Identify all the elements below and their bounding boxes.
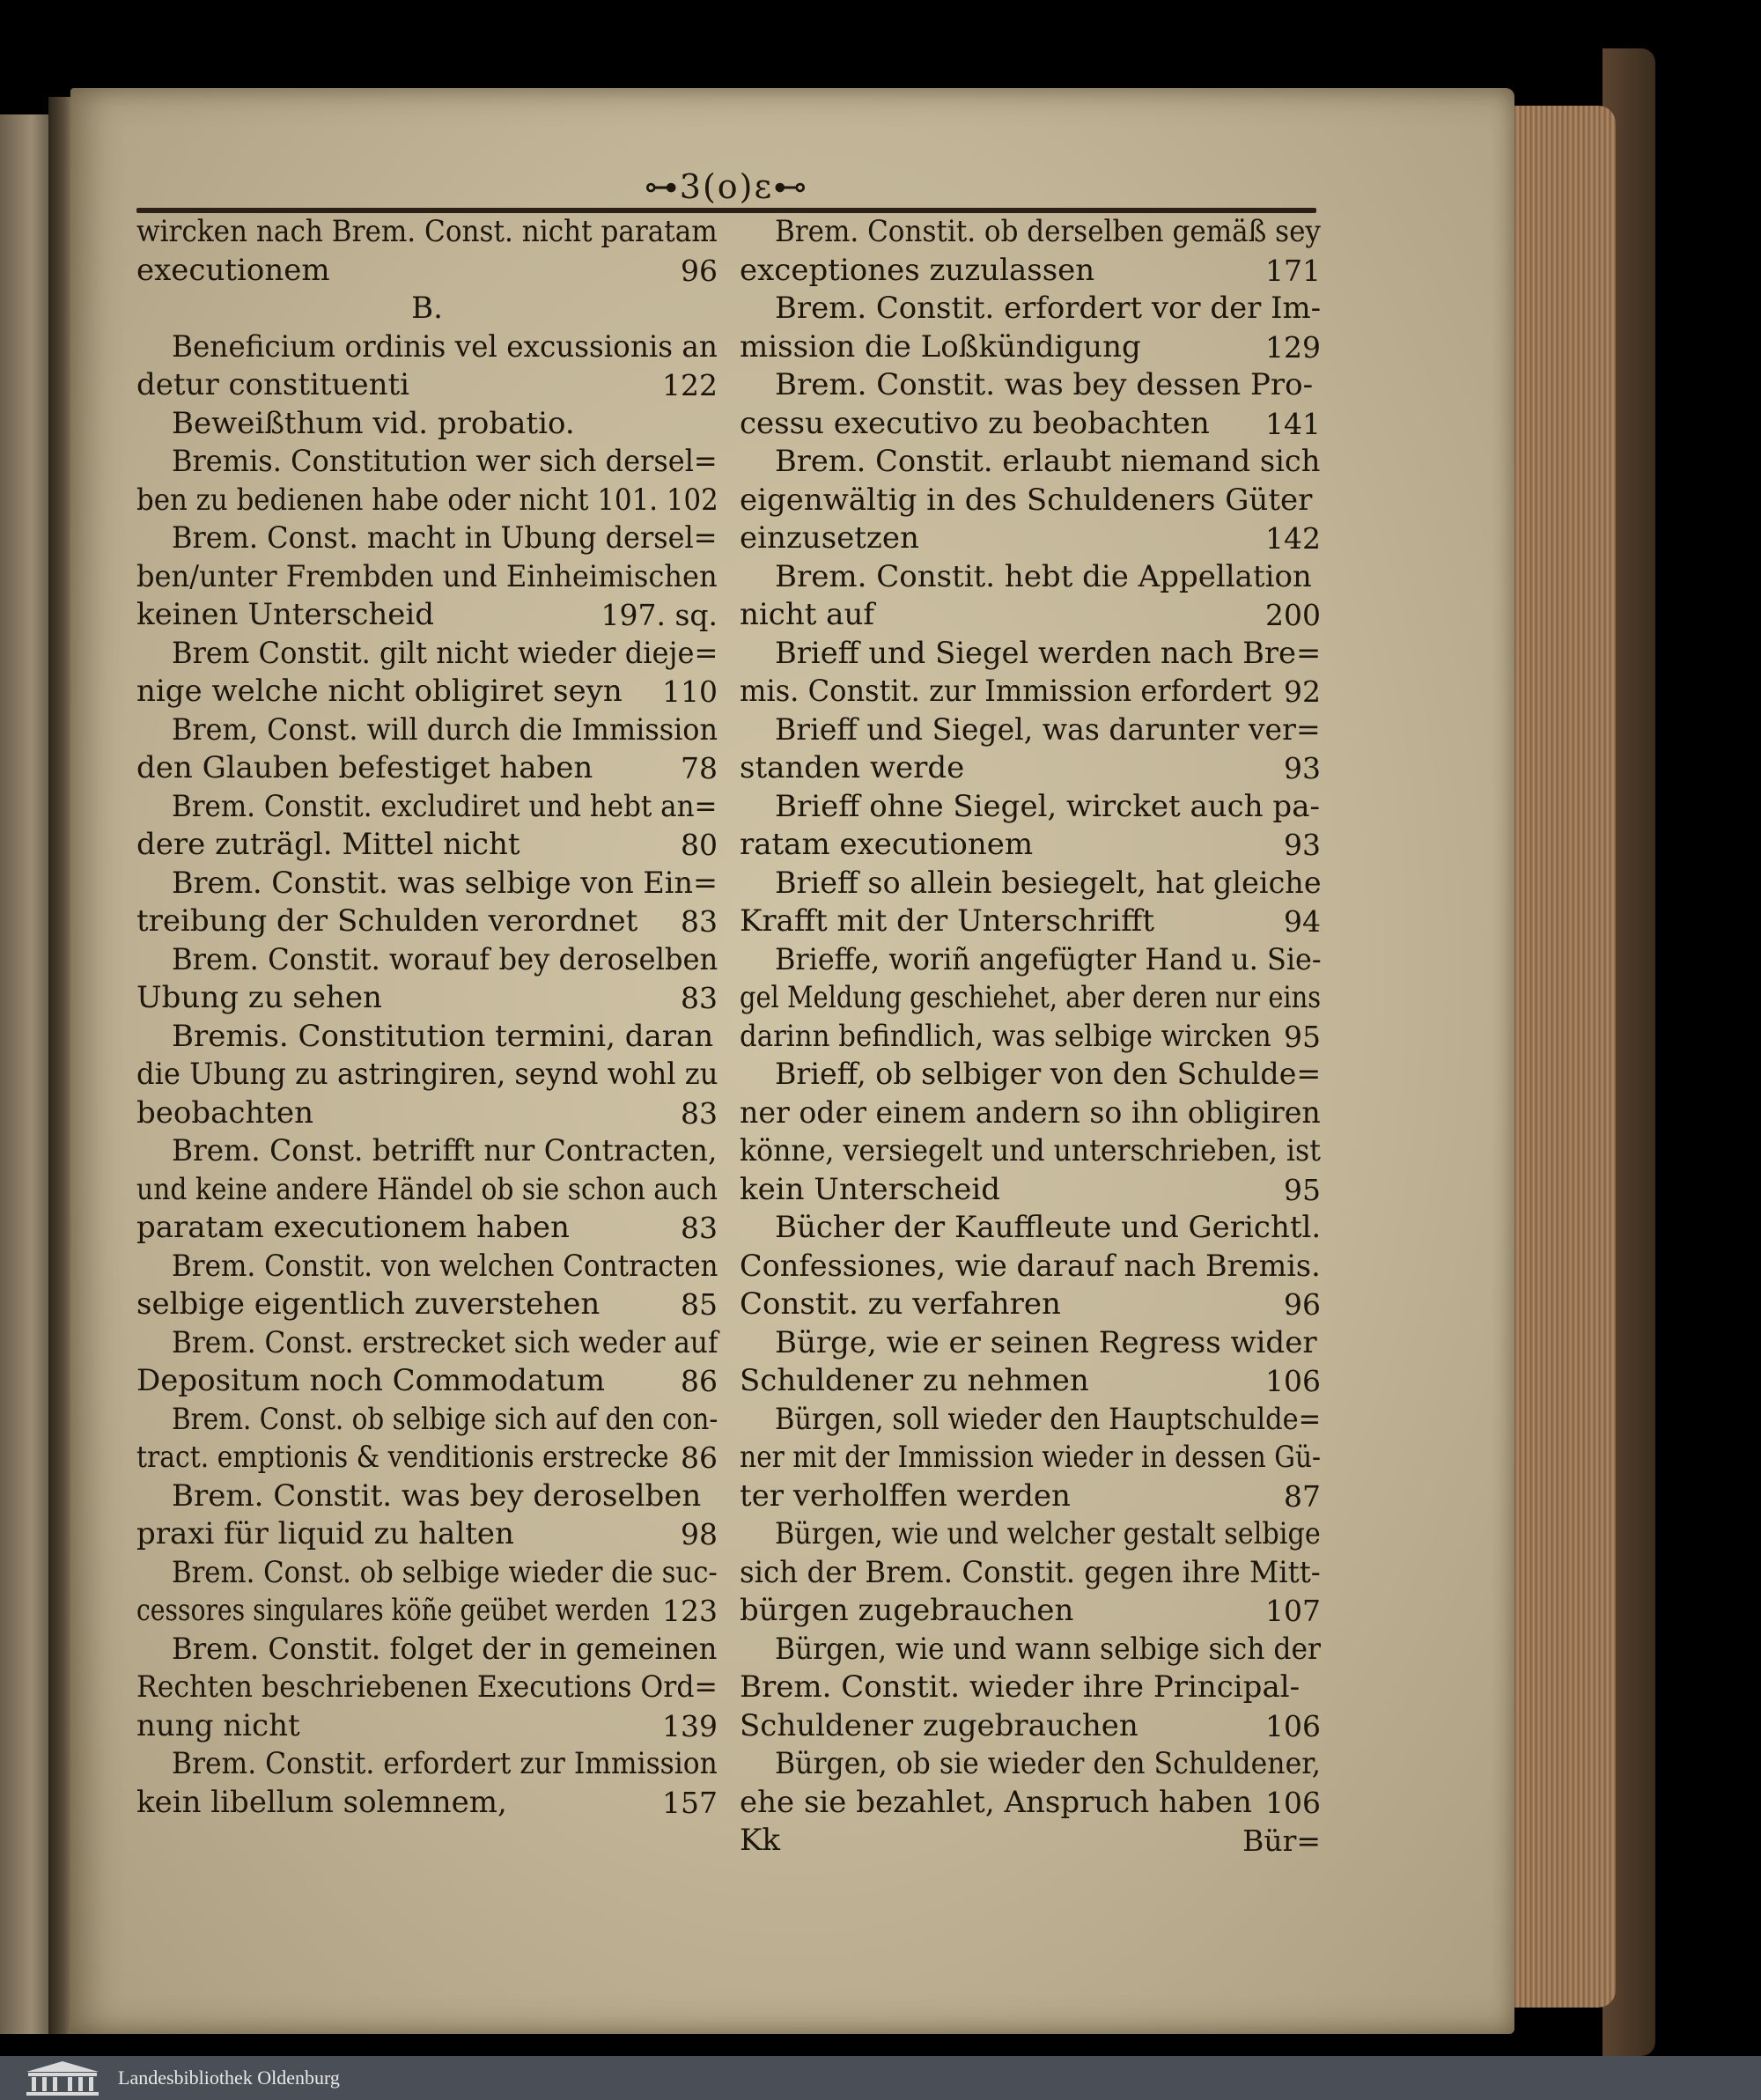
index-entry-text: ehe sie bezahlet, Anspruch haben xyxy=(740,1784,1252,1820)
page-reference: 83 xyxy=(681,981,718,1015)
index-entry-text: nige welche nicht obligiret seyn xyxy=(136,674,623,709)
page-reference: 157 xyxy=(662,1785,718,1820)
index-entry-line xyxy=(136,1209,718,1248)
index-entry-text: Schuldener zugebrauchen xyxy=(740,1707,1138,1743)
index-column-left xyxy=(136,213,718,1822)
index-entry-text: standen werde xyxy=(740,750,965,785)
index-entry-text: Brem. Constit. excludiret und hebt an= xyxy=(172,788,718,824)
index-entry-text: Brem. Constit. von welchen Contracten xyxy=(172,1248,718,1284)
page-reference: 94 xyxy=(1284,904,1321,939)
index-entry-text: Brem Constit. gilt nicht wieder dieje= xyxy=(172,635,718,671)
index-entry-line xyxy=(740,1784,1321,1823)
index-entry-line xyxy=(740,865,1321,903)
page-reference: 110 xyxy=(662,674,718,709)
page-reference: 86 xyxy=(681,1364,718,1398)
index-entry-text: Brem. Constit. was selbige von Ein= xyxy=(172,865,718,901)
index-entry-line xyxy=(136,443,718,482)
page-reference: 129 xyxy=(1265,329,1321,365)
index-entry-text: bürgen zugebrauchen xyxy=(740,1593,1074,1628)
index-entry-text: Brem. Constit. erfordert vor der Im- xyxy=(775,291,1322,326)
index-entry-text: eigenwältig in des Schuldeners Güter xyxy=(740,482,1313,518)
index-entry-text: Brieff so allein besiegelt, hat gleiche xyxy=(775,865,1322,901)
index-entry-text: sich der Brem. Constit. gegen ihre Mitt- xyxy=(740,1554,1321,1590)
index-entry-text: und keine andere Händel ob sie schon auch xyxy=(136,1171,718,1207)
index-entry-text: Bürge, wie er seinen Regress wider xyxy=(775,1324,1317,1360)
index-entry-line xyxy=(136,941,718,980)
page-reference: 78 xyxy=(681,751,718,785)
index-entry-line xyxy=(740,1171,1321,1210)
index-entry-line xyxy=(136,711,718,750)
page-header-ornament: ⊶3(o)ε⊷ xyxy=(644,167,809,206)
index-entry-line xyxy=(136,366,718,405)
page-reference: 83 xyxy=(681,904,718,939)
index-column-right xyxy=(740,213,1321,1861)
index-entry-line xyxy=(740,1554,1321,1593)
index-entry-line xyxy=(740,1707,1321,1746)
index-entry-line xyxy=(136,1631,718,1669)
index-entry-line xyxy=(136,979,718,1018)
index-entry-text: Brem. Constit. ob derselben gemäß sey xyxy=(775,214,1321,249)
index-entry-text: Confessiones, wie darauf nach Bremis. xyxy=(740,1248,1321,1284)
index-entry-line xyxy=(136,482,718,520)
index-entry-text: gel Meldung geschiehet, aber deren nur eins xyxy=(740,980,1322,1015)
page-reference: 171 xyxy=(1265,253,1321,288)
index-entry-line xyxy=(740,366,1321,405)
index-entry-line xyxy=(740,673,1321,711)
index-entry-text: tract. emptionis & venditionis erstrecke xyxy=(136,1440,669,1475)
index-entry-line xyxy=(740,1286,1321,1324)
index-entry-text: könne, versiegelt und unterschrieben, ist xyxy=(740,1133,1321,1168)
page-reference: 80 xyxy=(681,828,718,862)
page-reference: 83 xyxy=(681,1211,718,1245)
index-entry-line xyxy=(136,1477,718,1516)
index-entry-line xyxy=(136,328,718,367)
index-entry-text: Brieffe, woriñ angefügter Hand u. Sie- xyxy=(775,941,1322,977)
index-entry-line xyxy=(136,1669,718,1707)
index-entry-line xyxy=(740,903,1321,941)
index-entry-line xyxy=(740,1248,1321,1286)
index-entry-line xyxy=(136,1324,718,1363)
page-reference: 92 xyxy=(1284,674,1321,709)
index-entry-text: ben zu bedienen habe oder nicht 101. 102 xyxy=(136,482,718,518)
index-entry-text: executionem xyxy=(136,252,330,288)
index-entry-line xyxy=(740,1592,1321,1631)
page-reference: 107 xyxy=(1265,1594,1321,1628)
index-entry-line xyxy=(136,596,718,635)
index-entry-text: Brem. Constit. wieder ihre Principal- xyxy=(740,1669,1300,1705)
index-entry-line xyxy=(740,826,1321,865)
index-entry-line xyxy=(740,1209,1321,1248)
page-reference: 95 xyxy=(1284,1172,1321,1207)
page-reference: 93 xyxy=(1284,828,1321,862)
index-entry-text: praxi für liquid zu halten xyxy=(136,1516,514,1551)
index-entry-text: die Ubung zu astringiren, seynd wohl zu xyxy=(136,1057,718,1092)
index-entry-text: Rechten beschriebenen Executions Ord= xyxy=(136,1669,718,1705)
page-reference: 96 xyxy=(1284,1287,1321,1322)
index-entry-text: ratam executionem xyxy=(740,827,1034,862)
index-entry-line xyxy=(740,1094,1321,1133)
index-entry-line xyxy=(740,1631,1321,1669)
index-entry-line xyxy=(136,1018,718,1057)
index-entry-line xyxy=(136,635,718,674)
index-entry-text: cessores singulares köñe geübet werden xyxy=(136,1593,650,1628)
index-entry-line xyxy=(740,252,1321,291)
index-entry-text: detur constituenti xyxy=(136,367,410,402)
index-entry-line xyxy=(136,1784,718,1823)
index-entry-text: Brem. Constit. was bey dessen Pro- xyxy=(775,367,1314,402)
index-entry-line xyxy=(136,558,718,597)
page-reference: 86 xyxy=(681,1441,718,1475)
page-reference: 96 xyxy=(681,253,718,288)
index-entry-text: Brem. Constit. folget der in gemeinen xyxy=(172,1631,718,1667)
index-entry-line xyxy=(136,213,718,252)
index-entry-line xyxy=(740,596,1321,635)
index-entry-line xyxy=(136,1401,718,1440)
page-reference: 200 xyxy=(1265,598,1321,632)
index-entry-line xyxy=(740,443,1321,482)
page-reference: 122 xyxy=(662,368,718,402)
library-name: Landesbibliothek Oldenburg xyxy=(118,2067,340,2089)
index-entry-text: Brem. Constit. worauf bey deroselben xyxy=(172,941,718,977)
index-entry-text: exceptiones zuzulassen xyxy=(740,252,1095,288)
index-entry-text: Brieff, ob selbiger von den Schulde= xyxy=(775,1057,1322,1092)
index-entry-text: Brieff ohne Siegel, wircket auch pa- xyxy=(775,788,1320,824)
index-entry-line xyxy=(740,290,1321,328)
index-entry-line xyxy=(740,1515,1321,1554)
index-entry-line xyxy=(740,1439,1321,1477)
index-entry-text: Bremis. Constitution wer sich dersel= xyxy=(172,444,718,479)
index-entry-line xyxy=(136,1056,718,1094)
index-entry-line xyxy=(740,788,1321,827)
index-entry-line xyxy=(740,749,1321,788)
page-reference: 106 xyxy=(1265,1785,1321,1820)
index-entry-text: treibung der Schulden verordnet xyxy=(136,903,638,939)
index-entry-text: Constit. zu verfahren xyxy=(740,1286,1061,1322)
index-entry-text: ner oder einem andern so ihn obligiren xyxy=(740,1094,1321,1131)
index-entry-text: Bürgen, ob sie wieder den Schuldener, xyxy=(775,1746,1321,1781)
index-entry-text: Brem. Const. ob selbige sich auf den con- xyxy=(172,1401,718,1437)
index-entry-text: Brem. Constit. erfordert zur Immission xyxy=(172,1746,718,1781)
index-entry-line xyxy=(136,1515,718,1554)
index-entry-text: Brem. Constit. hebt die Appellation xyxy=(775,558,1312,594)
page-reference: Bür= xyxy=(1242,1824,1321,1858)
index-entry-text: darinn befindlich, was selbige wircken xyxy=(740,1018,1271,1054)
index-entry-line xyxy=(136,1745,718,1784)
index-entry-line xyxy=(740,1056,1321,1094)
index-entry-line xyxy=(136,1362,718,1401)
index-entry-text: den Glauben befestiget haben xyxy=(136,750,593,785)
index-entry-text: selbige eigentlich zuverstehen xyxy=(136,1286,601,1322)
index-entry-text: ter verholffen werden xyxy=(740,1477,1071,1514)
index-entry-text: beobachten xyxy=(136,1094,314,1131)
library-building-icon xyxy=(23,2059,102,2096)
index-entry-line xyxy=(740,635,1321,674)
index-entry-line xyxy=(740,979,1321,1018)
index-entry-text: nicht auf xyxy=(740,597,874,632)
index-entry-text: wircken nach Brem. Const. nicht paratam xyxy=(136,214,718,249)
index-entry-line xyxy=(136,1171,718,1210)
index-entry-text: Bücher der Kauffleute und Gerichtl. xyxy=(775,1210,1322,1245)
index-entry-text: Beneficium ordinis vel excussionis an xyxy=(172,328,718,365)
index-entry-text: Ubung zu sehen xyxy=(136,980,382,1015)
index-entry-line xyxy=(740,1477,1321,1516)
index-entry-text: paratam executionem haben xyxy=(136,1210,570,1245)
index-entry-line xyxy=(740,213,1321,252)
page-reference: 197. sq. xyxy=(601,598,718,632)
index-entry-line xyxy=(740,405,1321,444)
index-entry-line xyxy=(136,1286,718,1324)
index-entry-text: mis. Constit. zur Immission erfordert xyxy=(740,674,1272,709)
page-reference: 123 xyxy=(662,1594,718,1628)
page-reference: 85 xyxy=(681,1287,718,1322)
index-entry-line xyxy=(136,1094,718,1133)
index-entry-text: Brem, Const. will durch die Immission xyxy=(172,711,718,748)
index-entry-line xyxy=(740,1401,1321,1440)
index-entry-text: mission die Loßkündigung xyxy=(740,328,1141,365)
index-entry-line xyxy=(136,290,718,328)
index-entry-text: nung nicht xyxy=(136,1707,300,1743)
index-entry-text: Schuldener zu nehmen xyxy=(740,1363,1089,1398)
index-entry-line xyxy=(136,1554,718,1593)
index-entry-line xyxy=(740,1324,1321,1363)
index-entry-line xyxy=(136,405,718,444)
index-entry-text: Brem. Constit. erlaubt niemand sich xyxy=(775,444,1321,479)
index-entry-line xyxy=(136,1439,718,1477)
index-entry-line xyxy=(740,1132,1321,1171)
index-entry-line xyxy=(136,673,718,711)
page-reference: 141 xyxy=(1265,406,1321,441)
index-entry-text: Kk xyxy=(740,1823,781,1858)
index-entry-line xyxy=(740,328,1321,367)
page-reference: 142 xyxy=(1265,521,1321,556)
page-reference: 106 xyxy=(1265,1708,1321,1743)
index-entry-text: Brieff und Siegel, was darunter ver= xyxy=(775,711,1321,748)
index-entry-line xyxy=(136,252,718,291)
index-entry-text: Brem. Const. betrifft nur Contracten, xyxy=(172,1133,718,1168)
index-entry-line xyxy=(740,1362,1321,1401)
page-reference: 139 xyxy=(662,1708,718,1743)
index-entry-line xyxy=(136,826,718,865)
index-entry-text: Brieff und Siegel werden nach Bre= xyxy=(775,635,1322,671)
index-entry-text: Bürgen, wie und wann selbige sich der xyxy=(775,1631,1322,1667)
index-entry-text: Brem. Const. macht in Ubung dersel= xyxy=(172,520,718,556)
index-entry-text: Brem. Const. erstrecket sich weder auf xyxy=(172,1324,718,1360)
index-entry-text: cessu executivo zu beobachten xyxy=(740,405,1210,441)
index-entry-text: Bürgen, soll wieder den Hauptschulde= xyxy=(775,1401,1322,1437)
index-entry-line xyxy=(136,1707,718,1746)
index-entry-text: B. xyxy=(411,291,443,326)
index-entry-line xyxy=(740,558,1321,597)
index-entry-line xyxy=(136,749,718,788)
index-entry-line xyxy=(740,1018,1321,1057)
index-entry-line xyxy=(740,711,1321,750)
index-entry-text: keinen Unterscheid xyxy=(136,597,435,632)
index-entry-line xyxy=(136,903,718,941)
page-reference: 106 xyxy=(1265,1364,1321,1398)
index-entry-line xyxy=(136,1132,718,1171)
index-entry-line xyxy=(136,1248,718,1286)
page-reference: 83 xyxy=(681,1095,718,1131)
index-entry-line xyxy=(740,1822,1321,1861)
index-entry-line xyxy=(136,1592,718,1631)
index-entry-line xyxy=(136,865,718,903)
index-entry-text: einzusetzen xyxy=(740,520,919,556)
page-edges xyxy=(1510,106,1616,2008)
index-entry-line xyxy=(740,482,1321,520)
index-entry-text: Bremis. Constitution termini, daran xyxy=(172,1018,714,1054)
index-entry-text: ner mit der Immission wieder in dessen Gü- xyxy=(740,1440,1322,1475)
index-entry-text: Depositum noch Commodatum xyxy=(136,1363,605,1398)
index-entry-text: kein libellum solemnem, xyxy=(136,1784,507,1820)
index-entry-text: Brem. Const. ob selbige wieder die suc- xyxy=(172,1554,718,1590)
index-entry-text: kein Unterscheid xyxy=(740,1171,1001,1207)
index-entry-line xyxy=(740,519,1321,558)
page-reference: 98 xyxy=(681,1517,718,1551)
index-entry-text: dere zuträgl. Mittel nicht xyxy=(136,827,520,862)
left-page-edge xyxy=(0,114,53,2034)
index-entry-text: Beweißthum vid. probatio. xyxy=(172,405,575,441)
index-entry-text: ben/unter Frembden und Einheimischen xyxy=(136,558,718,594)
page-reference: 93 xyxy=(1284,751,1321,785)
index-entry-text: Krafft mit der Unterschrifft xyxy=(740,903,1155,939)
index-entry-text: Bürgen, wie und welcher gestalt selbige xyxy=(775,1516,1321,1551)
index-entry-text: Brem. Constit. was bey deroselben xyxy=(172,1477,702,1514)
page-reference: 95 xyxy=(1284,1019,1321,1054)
index-entry-line xyxy=(740,1745,1321,1784)
index-entry-line xyxy=(740,941,1321,980)
index-entry-line xyxy=(740,1669,1321,1707)
index-entry-line xyxy=(136,519,718,558)
index-entry-line xyxy=(136,788,718,827)
page-reference: 87 xyxy=(1284,1478,1321,1514)
